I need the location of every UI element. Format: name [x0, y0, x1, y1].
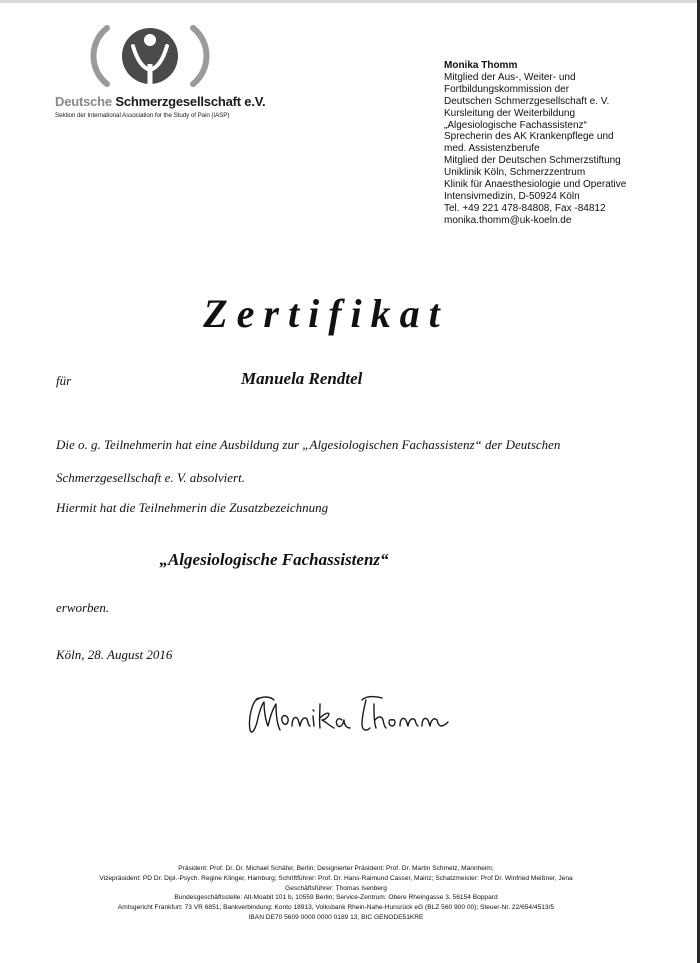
- scan-edge-top: [0, 0, 700, 3]
- contact-name: Monika Thomm: [444, 60, 518, 71]
- place-date: Köln, 28. August 2016: [56, 647, 173, 662]
- contact-line: Intensivmedizin, D-50924 Köln: [444, 190, 580, 202]
- contact-line: Mitglied der Aus-, Weiter- und: [444, 71, 576, 83]
- contact-line: Uniklinik Köln, Schmerzzentrum: [444, 167, 586, 179]
- organization-subtitle: Sektion der International Association for the Study of Pain (IASP): [55, 112, 230, 119]
- acquired-text: erworben.: [56, 600, 110, 615]
- footer-line: IBAN DE70 5609 0000 0000 0189 13, BIC GENODE51KRE: [248, 913, 424, 921]
- designation-title: „Algesiologische Fachassistenz“: [159, 550, 389, 569]
- body-text-line: Die o. g. Teilnehmerin hat eine Ausbildung zur „Algesiologischen Fachassistenz“ der Deutschen: [56, 437, 561, 452]
- organization-logo: [55, 20, 285, 125]
- contact-line: Sprecherin des AK Krankenpflege und: [444, 131, 614, 143]
- contact-line: Fortbildungskommission der: [444, 83, 570, 95]
- contact-line: med. Assistenzberufe: [444, 143, 540, 155]
- handwritten-signature: [244, 688, 449, 740]
- contact-line: Tel. +49 221 478-84808, Fax -84812: [444, 202, 606, 214]
- footer-line: Amtsgericht Frankfurt: 73 VR 6851; Bankverbindung: Konto 18913, Volksbank Rhein-Nahe-Hunsrück eG (BLZ 560 900 00); Steuer-Nr. 22/654/4513/5: [117, 904, 555, 912]
- contact-line: Mitglied der Deutschen Schmerzstiftung: [444, 155, 621, 167]
- footer-line: Präsident: Prof. Dr. Dr. Michael Schäfer, Berlin; Designierter Präsident: Prof. Dr. Martin Schmelz, Mannheim;: [178, 865, 494, 872]
- footer-line: Geschäftsführer: Thomas Isenberg: [285, 884, 387, 892]
- contact-line: „Algesiologische Fachassistenz“: [444, 119, 587, 131]
- footer: [0, 864, 672, 923]
- footer-line: Vizepräsident: PD Dr. Dipl.-Psych. Regine Klinger, Hamburg; Schriftführer: Prof. Dr. Hans-Raimund Casser, Mainz; Schatzmeister: Prof Dr. Winfried Meißner, Jena: [99, 874, 573, 882]
- contact-line: Klinik für Anaesthesiologie und Operative: [444, 179, 627, 191]
- body-text-line: Hiermit hat die Teilnehmerin die Zusatzbezeichnung: [56, 500, 329, 515]
- contact-email: monika.thomm@uk-koeln.de: [444, 214, 572, 226]
- organization-name: [55, 94, 265, 109]
- organization-name-light: Deutsche: [55, 94, 112, 109]
- recipient-name: Manuela Rendtel: [241, 369, 363, 388]
- for-label: für: [56, 373, 72, 388]
- footer-line: Bundesgeschäftsstelle: Alt-Moabit 101 b, 10559 Berlin; Service-Zentrum: Obere Rheingasse 3, 56154 Boppard: [174, 894, 498, 902]
- contact-block: [444, 60, 684, 227]
- organization-name-dark: Schmerzgesellschaft e.V.: [115, 94, 266, 109]
- logo-mark-icon: [85, 20, 215, 92]
- certificate-title: Zertifikat: [203, 291, 449, 336]
- body-text-line: Schmerzgesellschaft e. V. absolviert.: [56, 470, 245, 485]
- contact-line: Deutschen Schmerzgesellschaft e. V.: [444, 95, 610, 107]
- contact-line: Kursleitung der Weiterbildung: [444, 107, 576, 119]
